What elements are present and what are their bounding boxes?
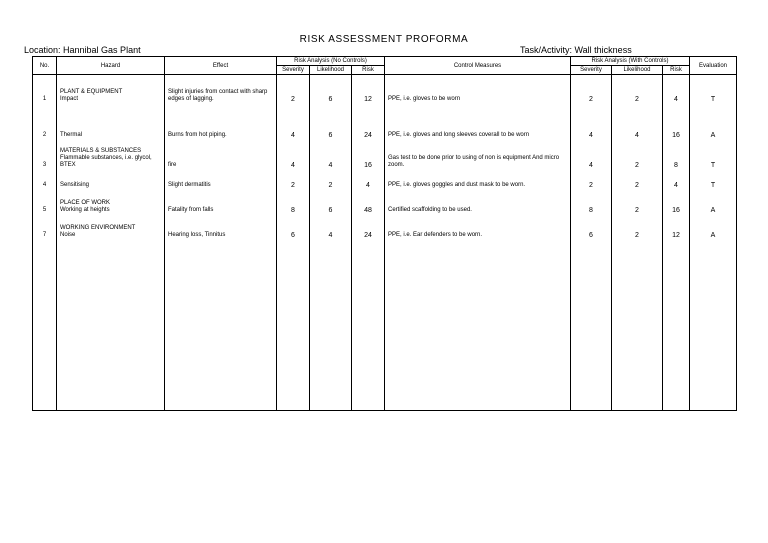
empty-cell	[33, 239, 57, 411]
header-row	[33, 57, 737, 66]
hazard-category: PLACE OF WORK	[60, 199, 111, 206]
likelihood-cell: 4	[310, 214, 352, 239]
risk-cell: 48	[352, 189, 385, 214]
severity-controlled-cell: 4	[571, 139, 612, 169]
table-row	[33, 139, 737, 169]
col-header-evaluation: Evaluation	[690, 57, 737, 75]
task-activity-label: Task/Activity: Wall thickness	[520, 45, 632, 55]
empty-cell	[352, 239, 385, 411]
hazard-cell	[57, 189, 165, 214]
empty-cell	[57, 239, 165, 411]
risk-controlled-cell: 8	[663, 139, 690, 169]
hazard-name: Sensitising	[60, 181, 90, 188]
likelihood-cell: 6	[310, 75, 352, 103]
evaluation-cell: T	[690, 139, 737, 169]
empty-cell	[310, 239, 352, 411]
risk-assessment-table	[32, 56, 737, 411]
hazard-category: WORKING ENVIRONMENT	[60, 224, 136, 231]
risk-cell: 16	[352, 139, 385, 169]
control-measures-cell: PPE, i.e. gloves and long sleeves coverall to be worn	[385, 103, 571, 139]
likelihood-cell: 2	[310, 169, 352, 189]
risk-cell: 4	[352, 169, 385, 189]
col-header-severity-2: Severity	[571, 66, 612, 75]
severity-cell: 6	[277, 214, 310, 239]
likelihood-cell: 4	[310, 139, 352, 169]
empty-cell	[277, 239, 310, 411]
control-measures-cell: PPE, i.e. gloves goggles and dust mask to be worn.	[385, 169, 571, 189]
control-measures-cell: Gas test to be done prior to using of non is equipment And micro zoom.	[385, 139, 571, 169]
effect-cell: Hearing loss, Tinnitus	[165, 214, 277, 239]
hazard-cell	[57, 214, 165, 239]
effect-cell: Fatality from falls	[165, 189, 277, 214]
control-measures-cell: Certified scaffolding to be used.	[385, 189, 571, 214]
col-header-risk-1: Risk	[352, 66, 385, 75]
row-no: 2	[33, 103, 57, 139]
risk-cell: 24	[352, 103, 385, 139]
severity-cell: 2	[277, 75, 310, 103]
likelihood-controlled-cell: 2	[612, 189, 663, 214]
likelihood-controlled-cell: 2	[612, 169, 663, 189]
hazard-category: MATERIALS & SUBSTANCES	[60, 147, 142, 154]
location-label: Location: Hannibal Gas Plant	[24, 45, 141, 55]
table-row	[33, 189, 737, 214]
evaluation-cell: T	[690, 75, 737, 103]
control-measures-cell: PPE, i.e. Ear defenders to be worn.	[385, 214, 571, 239]
risk-controlled-cell: 16	[663, 103, 690, 139]
col-header-hazard: Hazard	[57, 57, 165, 75]
empty-cell	[612, 239, 663, 411]
severity-cell: 8	[277, 189, 310, 214]
control-measures-cell: PPE, i.e. gloves to be worn	[385, 75, 571, 103]
table-row	[33, 75, 737, 103]
evaluation-cell: T	[690, 169, 737, 189]
row-no: 7	[33, 214, 57, 239]
severity-cell: 2	[277, 169, 310, 189]
severity-controlled-cell: 2	[571, 169, 612, 189]
severity-controlled-cell: 6	[571, 214, 612, 239]
risk-controlled-cell: 16	[663, 189, 690, 214]
risk-controlled-cell: 4	[663, 75, 690, 103]
row-no: 3	[33, 139, 57, 169]
risk-cell: 12	[352, 75, 385, 103]
col-header-likelihood-2: Likelihood	[612, 66, 663, 75]
row-no: 1	[33, 75, 57, 103]
likelihood-controlled-cell: 2	[612, 214, 663, 239]
empty-cell	[571, 239, 612, 411]
risk-cell: 24	[352, 214, 385, 239]
col-header-risk-2: Risk	[663, 66, 690, 75]
hazard-name: Thermal	[60, 131, 83, 138]
risk-controlled-cell: 12	[663, 214, 690, 239]
likelihood-controlled-cell: 2	[612, 139, 663, 169]
col-header-ra-no-controls: Risk Analysis (No Controls)	[277, 57, 385, 66]
severity-cell: 4	[277, 139, 310, 169]
likelihood-controlled-cell: 2	[612, 75, 663, 103]
empty-cell	[690, 239, 737, 411]
hazard-cell	[57, 139, 165, 169]
hazard-cell	[57, 169, 165, 189]
col-header-no: No.	[33, 57, 57, 75]
table-row	[33, 103, 737, 139]
document-title: RISK ASSESSMENT PROFORMA	[299, 34, 469, 45]
empty-cell	[663, 239, 690, 411]
hazard-cell	[57, 75, 165, 103]
row-no: 5	[33, 189, 57, 214]
effect-cell: Slight dermatitis	[165, 169, 277, 189]
col-header-severity-1: Severity	[277, 66, 310, 75]
severity-controlled-cell: 2	[571, 75, 612, 103]
table-row	[33, 214, 737, 239]
empty-cell	[165, 239, 277, 411]
severity-controlled-cell: 8	[571, 189, 612, 214]
effect-cell: Burns from hot piping.	[165, 103, 277, 139]
col-header-likelihood-1: Likelihood	[310, 66, 352, 75]
hazard-name: Noise	[60, 231, 76, 238]
evaluation-cell: A	[690, 214, 737, 239]
evaluation-cell: A	[690, 103, 737, 139]
empty-cell	[385, 239, 571, 411]
hazard-name: Working at heights	[60, 206, 110, 213]
col-header-effect: Effect	[165, 57, 277, 75]
hazard-category: PLANT & EQUIPMENT	[60, 88, 123, 95]
hazard-name: Impact	[60, 95, 79, 102]
hazard-name: Flammable substances, i.e. glycol, BTEX	[60, 154, 152, 168]
risk-controlled-cell: 4	[663, 169, 690, 189]
empty-row	[33, 239, 737, 411]
col-header-control-measures: Control Measures	[385, 57, 571, 75]
effect-cell: Slight injuries from contact with sharp edges of lagging.	[165, 75, 277, 103]
col-header-ra-with-controls: Risk Analysis (With Controls)	[571, 57, 690, 66]
evaluation-cell: A	[690, 189, 737, 214]
hazard-cell	[57, 103, 165, 139]
severity-controlled-cell: 4	[571, 103, 612, 139]
effect-cell: fire	[165, 139, 277, 169]
table-row	[33, 169, 737, 189]
row-no: 4	[33, 169, 57, 189]
likelihood-controlled-cell: 4	[612, 103, 663, 139]
likelihood-cell: 6	[310, 189, 352, 214]
likelihood-cell: 6	[310, 103, 352, 139]
severity-cell: 4	[277, 103, 310, 139]
